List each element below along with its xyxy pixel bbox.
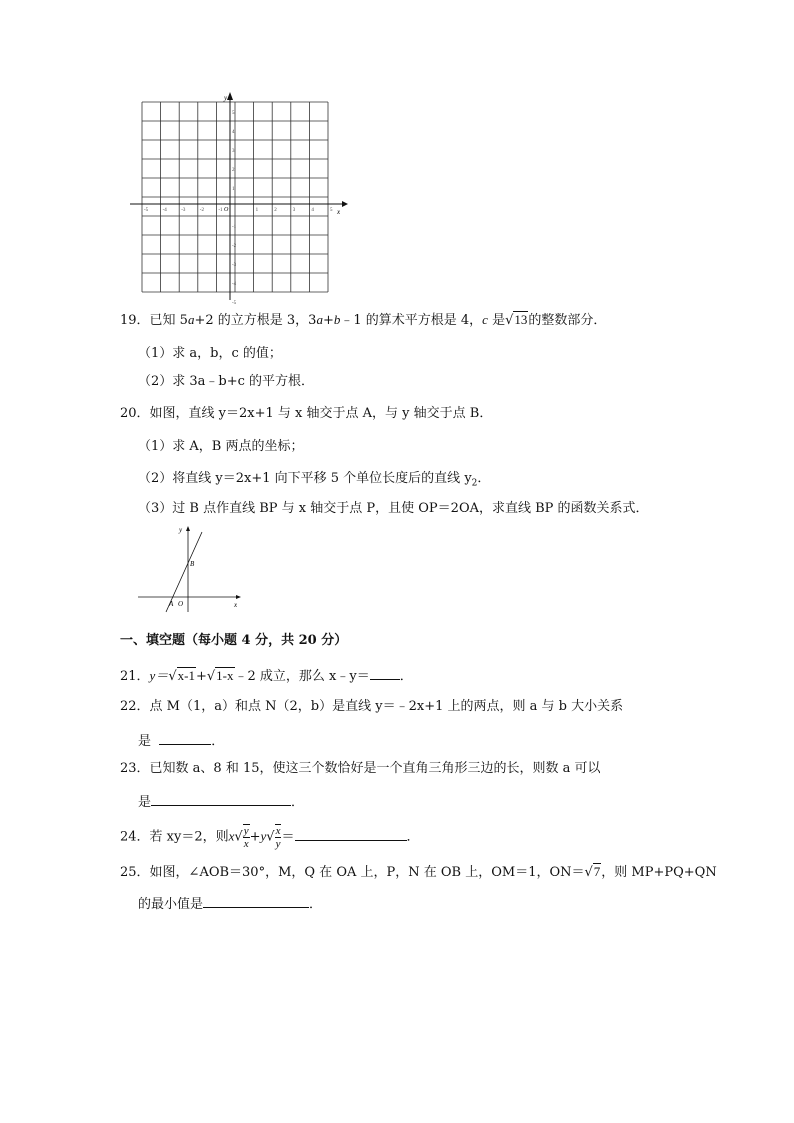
q24-answer-blank[interactable]	[295, 826, 407, 841]
grid-x-tick-label: 4	[311, 208, 314, 213]
q23-line2-end: ．	[291, 795, 305, 810]
q25-line1-text-a: 如图，∠AOB＝30°，M，Q 在 OA 上，P，N 在 OB 上，OM＝1，ON＝	[149, 865, 585, 880]
q25-sqrt: √7	[584, 864, 601, 880]
q22-line1	[120, 698, 623, 716]
grid-x-arrow	[342, 201, 348, 207]
grid-x-tick-label: -2	[199, 208, 204, 213]
grid-y-tick-label: 1	[232, 187, 235, 192]
q20-number: 20．	[120, 406, 150, 421]
q20-fig-b-label: B	[190, 560, 195, 568]
grid-y-tick-label: 5	[232, 111, 235, 116]
q19-sqrt: √13	[505, 312, 528, 328]
grid-y-tick-label: -2	[232, 244, 237, 249]
q23-line1-text: 已知数 a、8 和 15，使这三个数恰好是一个直角三角形三边的长，则数 a 可以	[149, 761, 601, 776]
q22-number: 22．	[120, 699, 150, 714]
q19-text-a: 已知 5	[149, 313, 188, 328]
grid-x-tick-label: -1	[218, 208, 223, 213]
q25-line2-text: 的最小值是	[138, 897, 204, 912]
q24-f2-den: y	[275, 838, 281, 850]
grid-x-tick-label: -5	[144, 208, 149, 213]
q19-text-d: ﹣1 的算术平方根是 4，	[340, 313, 483, 328]
q24-fraction-1	[243, 824, 250, 850]
coordinate-grid-figure	[130, 92, 350, 304]
q24-sqrt-1: √	[234, 829, 243, 845]
grid-x-tick-label: 2	[274, 208, 277, 213]
q25-line1-text-b: ，则 MP+PQ+QN	[601, 865, 717, 880]
q20-part2-text: （2）将直线 y＝2x+1 向下平移 5 个单位长度后的直线 y	[138, 471, 472, 486]
grid-y-tick-label: 4	[232, 130, 235, 135]
q24-f2-num: x	[275, 825, 281, 837]
q24-end: ．	[406, 829, 420, 845]
q19-part2: （2）求 3a﹣b+c 的平方根．	[138, 374, 315, 389]
q24-x: x	[228, 828, 235, 844]
q22-line2-start: 是	[138, 734, 152, 749]
q25-radicand: 7	[593, 864, 601, 879]
section-title: 一、填空题（每小题 4 分，共 20 分）	[120, 633, 348, 648]
q19-var-a2: a	[316, 312, 323, 327]
q19-var-a: a	[187, 312, 195, 327]
q23-number: 23．	[120, 761, 150, 776]
q21-tail: ﹣2 成立，那么 x﹣y＝	[234, 669, 370, 684]
q20-stem-text: 如图，直线 y＝2x+1 与 x 轴交于点 A，与 y 轴交于点 B．	[149, 406, 493, 421]
q22-answer-blank[interactable]	[159, 730, 211, 745]
q19-part1: （1）求 a，b，c 的值；	[138, 346, 282, 361]
grid-y-tick-label: -3	[232, 263, 237, 268]
q21-number: 21．	[120, 669, 150, 684]
grid-x-tick-label: 5	[330, 208, 333, 213]
grid-origin-label: O	[224, 207, 229, 213]
q21-sqrt-2: √1-x	[206, 668, 234, 684]
grid-x-tick-label: -3	[181, 208, 186, 213]
q23-line2	[138, 791, 304, 812]
q24-line	[120, 824, 420, 848]
grid-x-tick-label: 3	[292, 208, 296, 213]
grid-x-tick-label: -4	[162, 208, 167, 213]
q25-number: 25．	[120, 865, 150, 880]
q20-fig-x-label: x	[234, 601, 238, 609]
q19-text-f: 的整数部分．	[528, 313, 607, 328]
q19-var-b: b	[333, 312, 341, 327]
q23-answer-blank[interactable]	[151, 791, 291, 806]
grid-y-tick-label: 2	[232, 168, 235, 173]
q23-line1	[120, 760, 601, 778]
q23-line2-start: 是	[138, 795, 152, 810]
q24-f1-num: y	[243, 825, 249, 837]
q19-number: 19．	[120, 313, 150, 328]
q24-number: 24．	[120, 829, 150, 845]
q21-lhs: y＝	[149, 668, 169, 683]
q20-part2	[138, 470, 490, 493]
q25-line2-end: ．	[309, 897, 323, 912]
q24-eq: ＝	[281, 829, 295, 845]
q20-fig-o-label: O	[178, 600, 184, 608]
q21-radicand-2: 1-x	[216, 668, 234, 683]
q21-plus: +	[195, 669, 207, 684]
grid-y-label: y	[224, 94, 228, 102]
q24-sqrt-2: √	[266, 829, 275, 845]
grid-y-tick-label: -4	[232, 282, 237, 287]
q20-fig-a-label: A	[169, 600, 174, 608]
q19-var-c: c	[482, 312, 488, 327]
q20-fig-y-label: y	[179, 526, 183, 534]
q20-fig-y-arrow	[186, 526, 190, 531]
q22-line1-text: 点 M（1，a）和点 N（2，b）是直线 y＝﹣2x+1 上的两点，则 a 与 b 大小关系	[149, 699, 624, 714]
q19-radicand: 13	[514, 312, 528, 327]
q24-start: 若 xy＝2，则	[149, 829, 229, 845]
q20-part2-end: ．	[477, 471, 491, 486]
q25-line2	[138, 893, 322, 914]
q20-part3: （3）过 B 点作直线 BP 与 x 轴交于点 P，且使 OP＝2OA，求直线 BP 的函数关系式．	[138, 501, 649, 516]
q20-part1: （1）求 A，B 两点的坐标；	[138, 439, 304, 454]
q19-stem	[120, 311, 606, 330]
grid-y-tick-label: -5	[232, 301, 237, 304]
q21-sqrt-1: √x-1	[168, 668, 195, 684]
grid-y-tick-label: 3	[232, 149, 235, 154]
q24-f1-den: x	[243, 838, 249, 850]
q20-fig-x-arrow	[236, 595, 241, 599]
q25-line1	[120, 863, 717, 882]
q22-line2-end: ．	[211, 734, 225, 749]
q19-text-e: 是	[487, 313, 506, 328]
q21-answer-blank[interactable]	[370, 665, 400, 680]
grid-x-label: x	[337, 208, 341, 216]
q22-line2	[138, 730, 224, 751]
q25-answer-blank[interactable]	[203, 893, 309, 908]
q20-line-figure	[136, 524, 248, 614]
grid-y-tick-label: -1	[232, 225, 237, 230]
q24-y: y	[260, 828, 267, 844]
grid-y-arrow	[227, 92, 233, 100]
q20-part2-sub: 2	[471, 478, 478, 489]
q20-stem	[120, 405, 492, 423]
q21-end: ．	[399, 669, 413, 684]
q21-radicand-1: x-1	[177, 668, 195, 683]
q19-text-c: +	[322, 313, 334, 328]
q19-text-b: +2 的立方根是 3，3	[194, 313, 317, 328]
q21-stem	[120, 665, 413, 686]
grid-x-tick-label: 1	[255, 208, 259, 213]
q24-plus: +	[249, 829, 261, 845]
